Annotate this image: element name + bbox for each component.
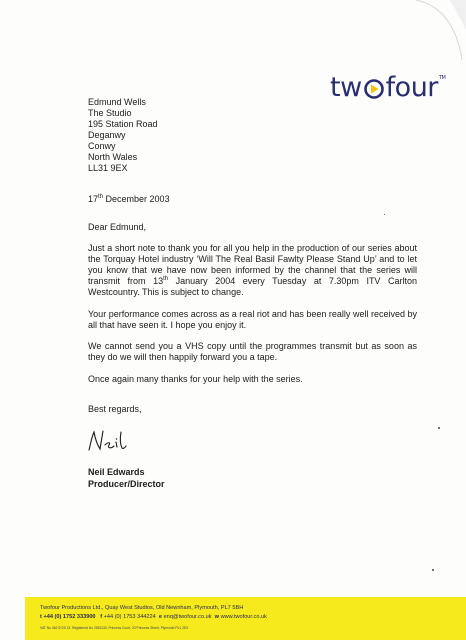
page-curl: [406, 0, 466, 60]
footer-phone: +44 (0) 1752 333900: [43, 614, 96, 620]
paragraph-text: Just a short note to thank you for all you help in the production of our series about the Torquay Hotel industry ‘Will The Real Basil Fawlty Please Stand Up’ and to let you know that we have now been informed by the channel that the series will transmit from 13: [88, 243, 417, 286]
handwritten-signature: [86, 428, 134, 454]
email-label: e: [158, 614, 162, 620]
footer-fax: +44 (0) 1753 344224: [103, 614, 156, 620]
paper-speck: [432, 569, 434, 571]
date-month-year: December 2003: [103, 194, 170, 204]
address-line: Deganwy: [88, 130, 126, 140]
footer-contacts: [40, 614, 267, 620]
body-paragraph-1: [88, 243, 417, 298]
fax-label: f: [100, 614, 103, 620]
signatory-title: Producer/Director: [88, 479, 165, 489]
date-day: 17: [88, 194, 99, 204]
logo-text-end: four: [385, 72, 438, 103]
phone-label: t: [40, 614, 42, 620]
footer-email: enq@twofour.co.uk: [163, 614, 212, 620]
greeting: Dear Edmund,: [88, 222, 147, 232]
paper-speck: [438, 427, 440, 429]
address-line: Edmund Wells: [88, 97, 146, 107]
paper-speck: [384, 214, 385, 215]
footer-website: www.twofour.co.uk: [220, 614, 267, 620]
body-paragraph-4: Once again many thanks for your help with the series.: [88, 374, 303, 384]
address-line: 195 Station Road: [88, 119, 158, 129]
body-paragraph-3: We cannot send you a VHS copy until the programmes transmit but as soon as they do we will then happily forward you a tape.: [88, 341, 417, 362]
twofour-logo: [330, 74, 445, 101]
address-line: LL31 9EX: [88, 163, 128, 173]
logo-play-ring-icon: [363, 78, 385, 100]
paragraph-text: January 2004 every Tuesday at 7.30pm ITV Carlton Westcountry. This is subject to change.: [88, 276, 417, 297]
footer-address: Twofour Productions Ltd., Quay West Studios, Old Newnham, Plymouth, PL7 5BH: [40, 605, 244, 611]
logo-trademark: TM: [438, 75, 446, 81]
body-paragraph-2: Your performance comes across as a real riot and has been really well received by all that have seen it. I hope you enjoy it.: [88, 309, 417, 330]
web-label: w: [214, 614, 220, 620]
footer-band: [25, 597, 466, 640]
recipient-address: [88, 97, 158, 174]
letter-date: [88, 192, 170, 205]
footer-registration: VAT No 462 9725 13. Registered No 2551130. Princess Court, 23 Princess Street, Plymouth PL1 2EX: [40, 626, 189, 630]
signatory-name: Neil Edwards: [88, 467, 145, 477]
paragraph-superscript: th: [163, 276, 169, 282]
date-suffix: th: [98, 194, 104, 200]
closing: Best regards,: [88, 404, 142, 414]
logo-text-start: tw: [330, 72, 362, 103]
address-line: Conwy: [88, 141, 116, 151]
address-line: North Wales: [88, 152, 138, 162]
address-line: The Studio: [88, 108, 132, 118]
